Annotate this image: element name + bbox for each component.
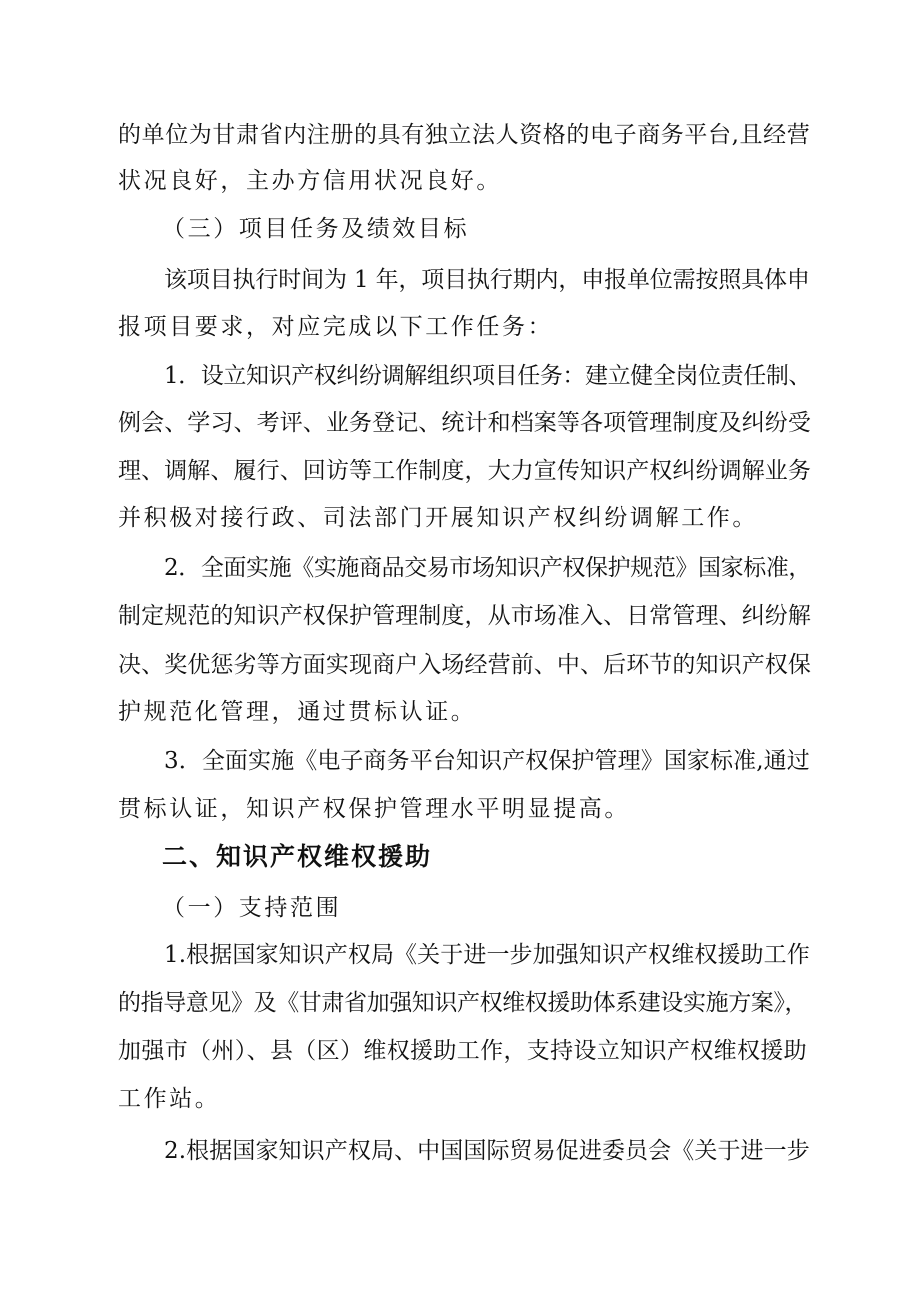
scope-item-2-line-1: 2.根据国家知识产权局、中国国际贸易促进委员会《关于进一步 <box>164 1138 810 1164</box>
scope-item-1-line-3: 加强市（州）、县（区）维权援助工作，支持设立知识产权维权援助 <box>118 1038 807 1064</box>
paragraph-line-1: 的单位为甘肃省内注册的具有独立法人资格的电子商务平台,且经营 <box>118 122 811 148</box>
list-item-2-line-4: 护规范化管理，通过贯标认证。 <box>118 699 477 725</box>
list-item-2-line-3: 决、奖优惩劣等方面实现商户入场经营前、中、后环节的知识产权保 <box>118 652 811 678</box>
list-item-1-line-2: 例会、学习、考评、业务登记、统计和档案等各项管理制度及纠纷受 <box>118 410 811 436</box>
section-subheading-1: （一）支持范围 <box>162 895 342 921</box>
paragraph-line-4: 该项目执行时间为 1 年，项目执行期内，申报单位需按照具体申 <box>164 267 810 293</box>
list-item-1-line-4: 并积极对接行政、司法部门开展知识产权纠纷调解工作。 <box>118 505 758 531</box>
scope-item-1-line-1: 1.根据国家知识产权局《关于进一步加强知识产权维权援助工作 <box>164 942 810 968</box>
list-item-3-line-1: 3．全面实施《电子商务平台知识产权保护管理》国家标准,通过 <box>164 748 810 774</box>
paragraph-line-5: 报项目要求，对应完成以下工作任务： <box>118 314 554 340</box>
scope-item-1-line-2: 的指导意见》及《甘肃省加强知识产权维权援助体系建设实施方案》， <box>118 990 808 1016</box>
list-item-3-line-2: 贯标认证，知识产权保护管理水平明显提高。 <box>118 796 630 822</box>
list-item-1-line-3: 理、调解、履行、回访等工作制度，大力宣传知识产权纠纷调解业务 <box>118 458 811 484</box>
scope-item-1-line-4: 工作站。 <box>118 1086 221 1112</box>
list-item-2-line-1: 2．全面实施《实施商品交易市场知识产权保护规范》国家标准， <box>164 555 812 581</box>
list-item-1-line-1: 1．设立知识产权纠纷调解组织项目任务：建立健全岗位责任制、 <box>164 363 812 389</box>
section-heading-2: 二、知识产权维权援助 <box>162 842 433 871</box>
section-subheading-3: （三）项目任务及绩效目标 <box>162 216 470 242</box>
list-item-2-line-2: 制定规范的知识产权保护管理制度，从市场准入、日常管理、纠纷解 <box>118 603 811 629</box>
paragraph-line-2: 状况良好，主办方信用状况良好。 <box>118 168 502 194</box>
